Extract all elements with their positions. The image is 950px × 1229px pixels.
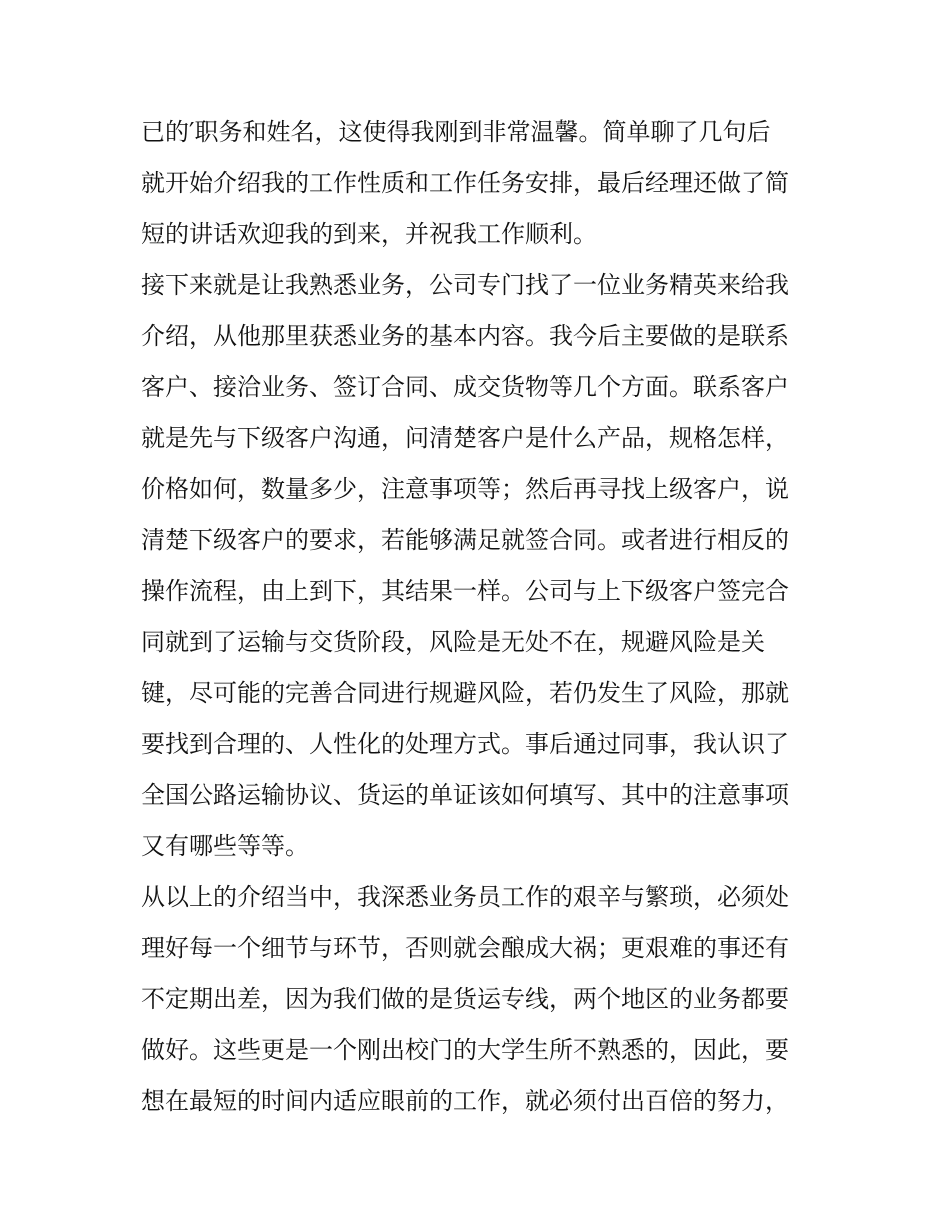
text-line: 介绍，从他那里获悉业务的基本内容。我今后主要做的是联系	[141, 322, 789, 350]
text-line: 想在最短的时间内适应眼前的工作，就必须付出百倍的努力，	[141, 1087, 789, 1115]
text-line: 不定期出差，因为我们做的是货运专线，两个地区的业务都要	[141, 985, 789, 1013]
text-line: 清楚下级客户的要求，若能够满足就签合同。或者进行相反的	[141, 526, 789, 554]
text-line: 价格如何，数量多少，注意事项等；然后再寻找上级客户，说	[141, 475, 789, 503]
text-line: 做好。这些更是一个刚出校门的大学生所不熟悉的，因此，要	[141, 1036, 789, 1064]
text-line: 理好每一个细节与环节，否则就会酿成大祸；更艰难的事还有	[141, 934, 789, 962]
text-line: 操作流程，由上到下，其结果一样。公司与上下级客户签完合	[141, 577, 789, 605]
text-line: 又有哪些等等。	[141, 832, 309, 860]
text-line: 同就到了运输与交货阶段，风险是无处不在，规避风险是关	[141, 628, 765, 656]
text-line: 客户、接洽业务、签订合同、成交货物等几个方面。联系客户	[141, 373, 789, 401]
text-line: 已的′职务和姓名，这使得我刚到非常温馨。简单聊了几句后	[141, 118, 771, 146]
text-line: 键，尽可能的完善合同进行规避风险，若仍发生了风险，那就	[141, 679, 789, 707]
text-line: 就开始介绍我的工作性质和工作任务安排，最后经理还做了简	[141, 169, 789, 197]
text-line: 接下来就是让我熟悉业务，公司专门找了一位业务精英来给我	[141, 271, 789, 299]
text-line: 要找到合理的、人性化的处理方式。事后通过同事，我认识了	[141, 730, 789, 758]
text-line: 短的讲话欢迎我的到来，并祝我工作顺利。	[141, 220, 597, 248]
document-body	[141, 107, 813, 1127]
text-line: 就是先与下级客户沟通，问清楚客户是什么产品，规格怎样，	[141, 424, 789, 452]
text-line: 从以上的介绍当中，我深悉业务员工作的艰辛与繁琐，必须处	[141, 883, 789, 911]
text-line: 全国公路运输协议、货运的单证该如何填写、其中的注意事项	[141, 781, 789, 809]
